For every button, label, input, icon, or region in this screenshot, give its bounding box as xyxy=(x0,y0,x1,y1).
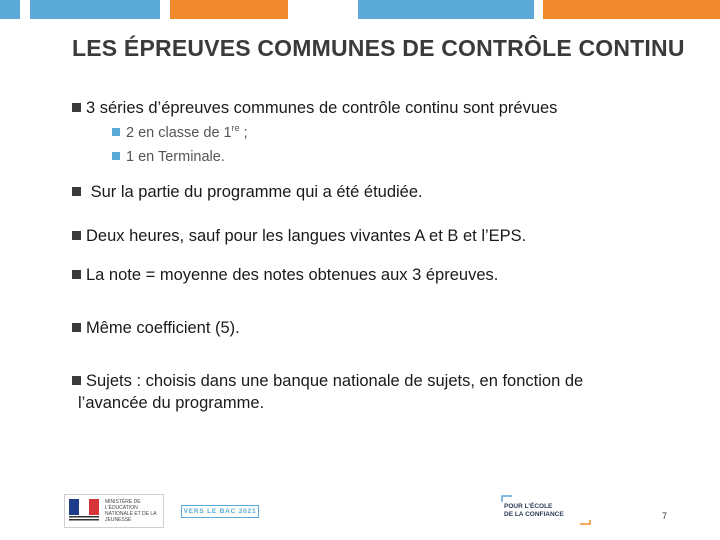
sub-bullet-item xyxy=(112,124,248,142)
bullet-square-icon xyxy=(72,103,81,112)
marianne-flag-icon xyxy=(69,499,99,523)
sub-bullet-text: 1 en Terminale. xyxy=(126,149,225,165)
bullet-text: Sur la partie du programme qui a été étudiée. xyxy=(90,183,423,201)
page-number: 7 xyxy=(662,511,668,521)
bullet-square-icon xyxy=(72,187,81,196)
top-bar-segment xyxy=(0,0,20,19)
ecole-logo-line1: POUR L’ÉCOLE xyxy=(504,503,553,510)
bullet-square-icon xyxy=(72,376,81,385)
ministry-name: MINISTÈRE DE L’ÉDUCATION NATIONALE ET DE LA JEUNESSE xyxy=(105,499,157,523)
top-bar-segment xyxy=(170,0,288,19)
bullet-item xyxy=(72,265,498,285)
top-bar-segment xyxy=(543,0,720,19)
sub-bullet-square-icon xyxy=(112,128,120,136)
bullet-item xyxy=(72,226,526,246)
bullet-text: Sujets : choisis dans une banque nationale de sujets, en fonction de xyxy=(86,372,584,390)
bullet-item xyxy=(72,318,240,338)
top-bar-segment xyxy=(358,0,534,19)
bullet-text: 3 séries d’épreuves communes de contrôle continu sont prévues xyxy=(86,99,558,117)
bullet-item xyxy=(72,98,557,118)
sub-bullet-square-icon xyxy=(112,152,120,160)
top-color-bar xyxy=(0,0,720,19)
bullet-text: La note = moyenne des notes obtenues aux 3 épreuves. xyxy=(86,266,499,284)
bullet-square-icon xyxy=(72,270,81,279)
superscript: re xyxy=(231,123,240,134)
bullet-item xyxy=(72,371,583,391)
bac-2021-badge: VERS LE BAC 2021 xyxy=(181,505,259,518)
ecole-logo-text xyxy=(504,503,564,519)
top-bar-segment xyxy=(30,0,160,19)
ecole-logo-line2: DE LA CONFIANCE xyxy=(504,511,564,518)
bullet-text: Même coefficient (5). xyxy=(86,319,240,337)
bullet-item xyxy=(72,182,423,202)
ministry-logo xyxy=(64,494,164,528)
sub-bullet-text-pre: 2 en classe de 1 xyxy=(126,125,232,141)
sub-bullet-text-post: ; xyxy=(239,125,248,141)
sub-bullet-item xyxy=(112,148,225,166)
bullet-text: Deux heures, sauf pour les langues vivantes A et B et l’EPS. xyxy=(86,227,527,245)
page-title: LES ÉPREUVES COMMUNES DE CONTRÔLE CONTINU xyxy=(72,35,685,61)
ecole-confiance-logo xyxy=(500,494,592,526)
bullet-text: l’avancée du programme. xyxy=(78,394,265,412)
bullet-square-icon xyxy=(72,231,81,240)
bullet-square-icon xyxy=(72,323,81,332)
bullet-continuation xyxy=(78,393,264,413)
